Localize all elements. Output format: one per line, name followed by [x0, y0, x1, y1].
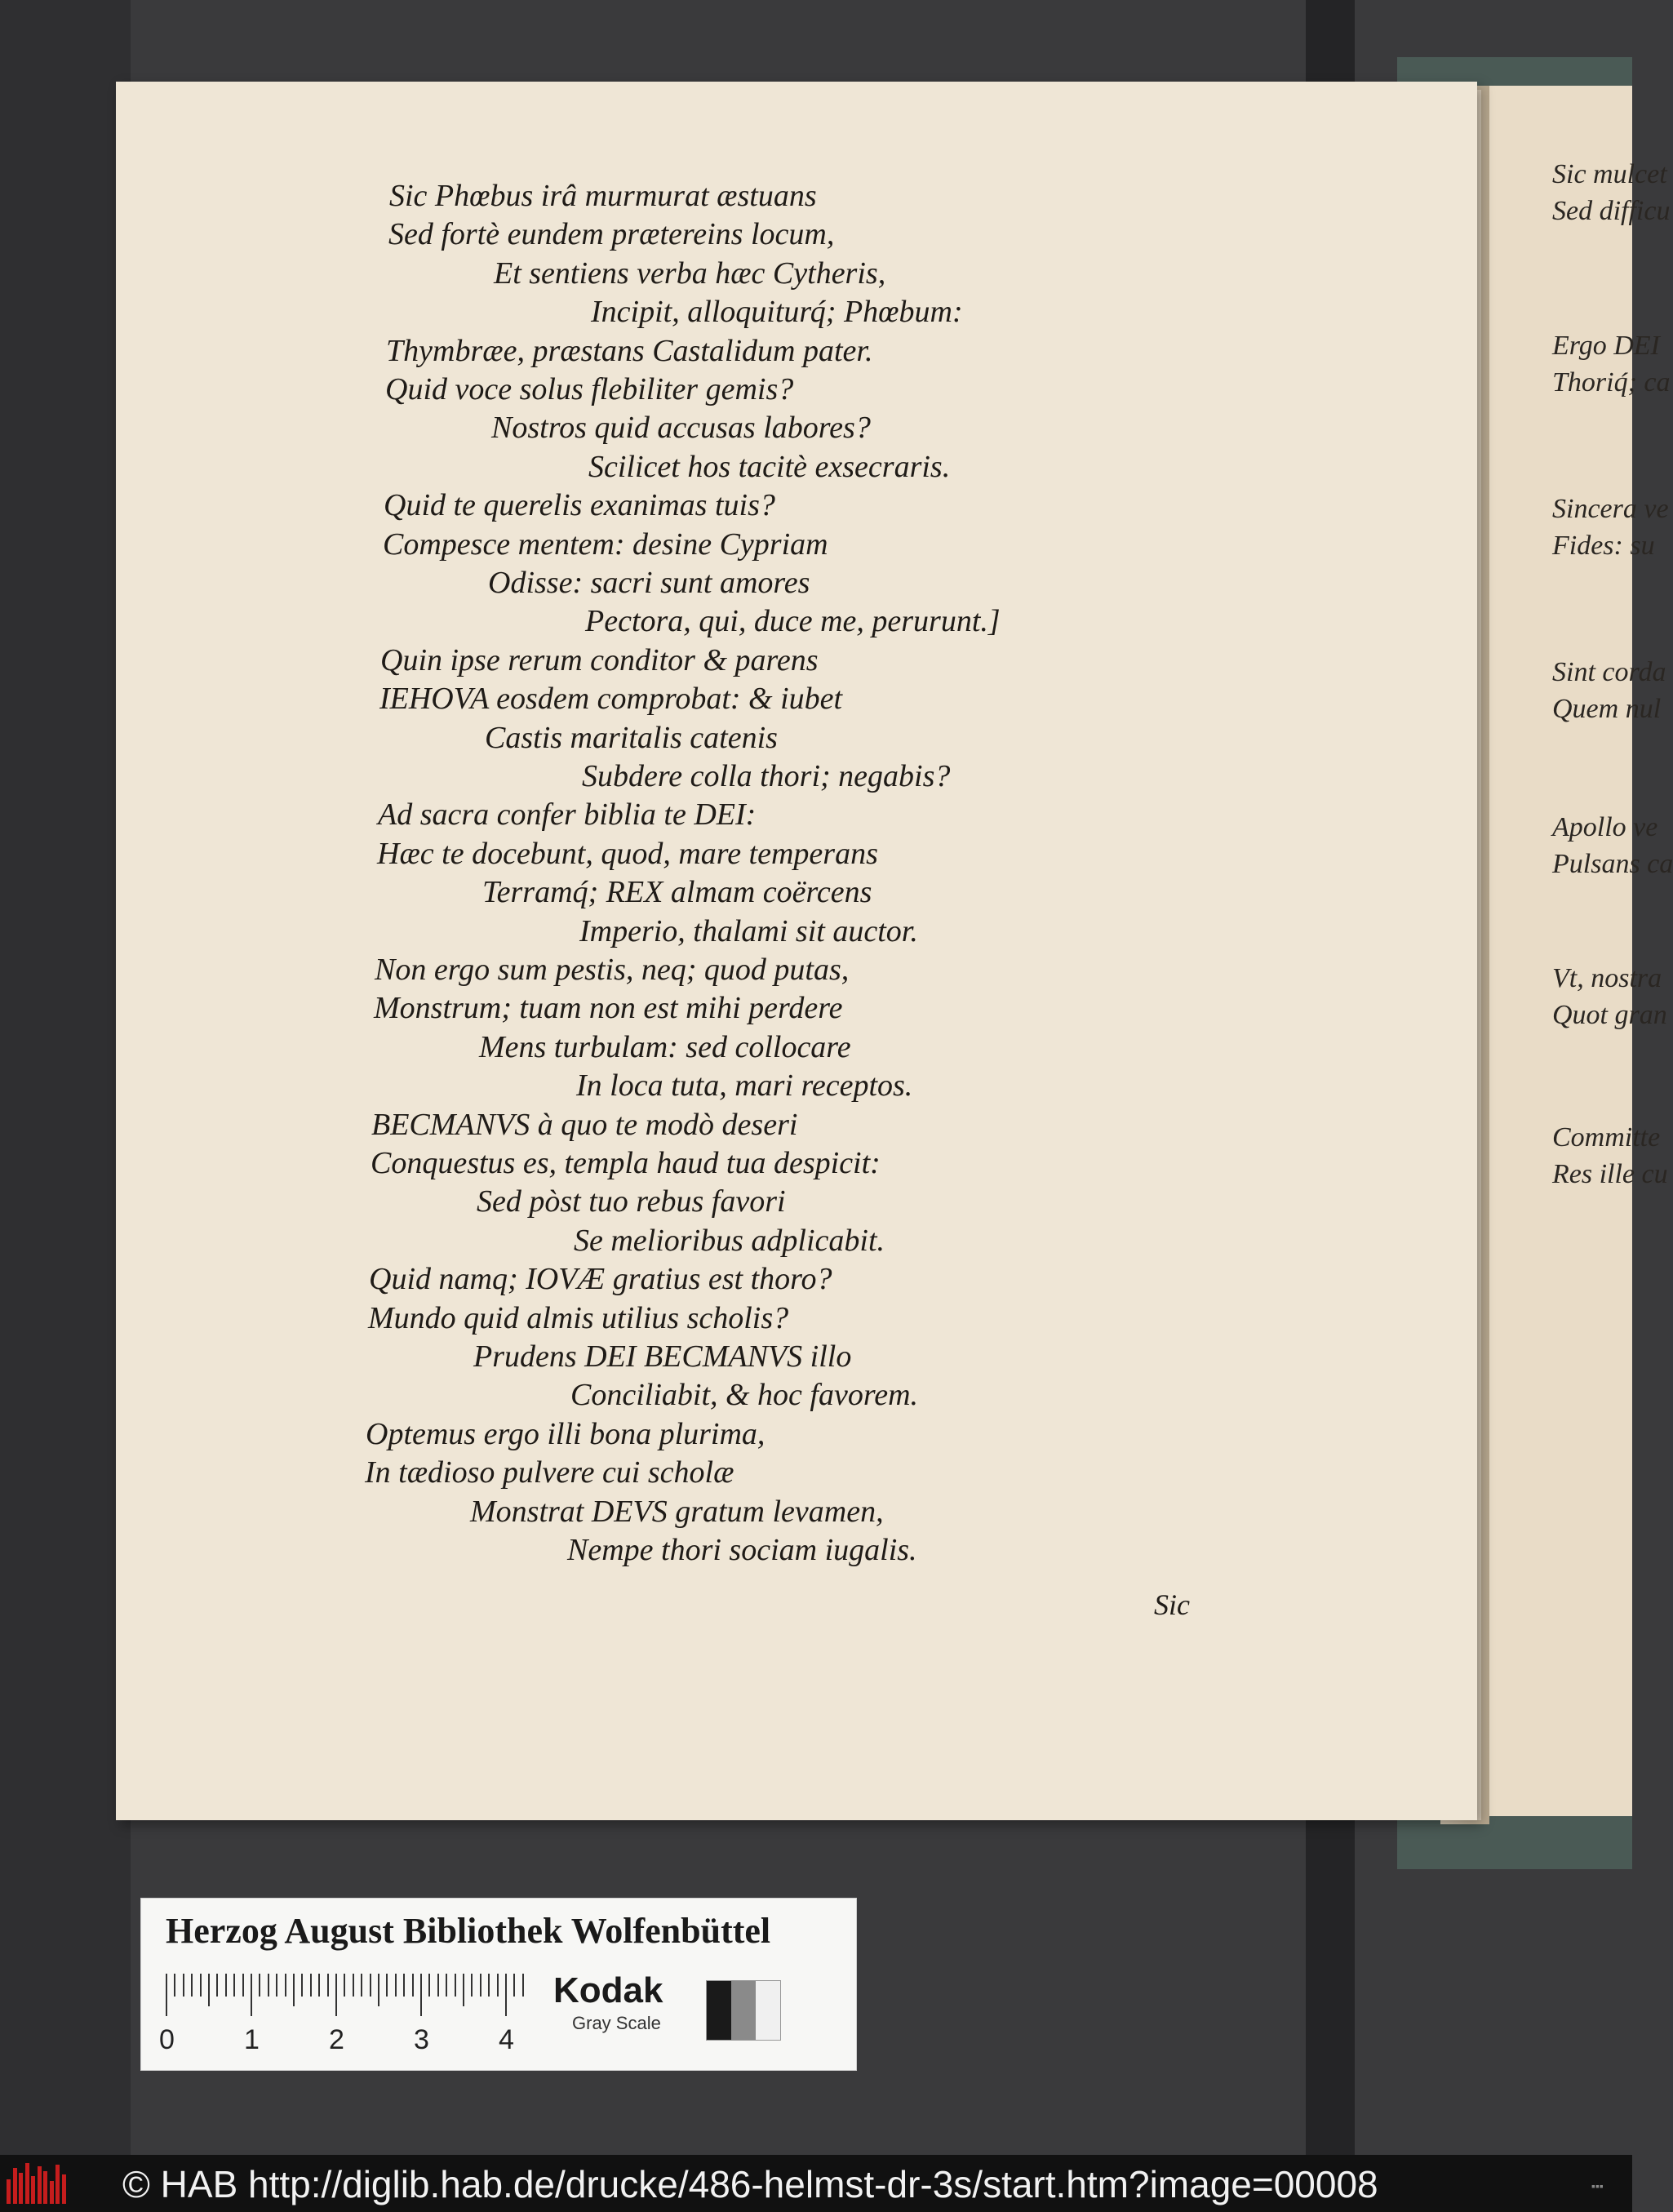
gray-patch: [756, 1981, 780, 2040]
gray-patch: [731, 1981, 756, 2040]
ruler-tick: [403, 1974, 405, 1997]
ruler-tick: [166, 1974, 167, 2016]
ruler-tick: [353, 1974, 354, 1997]
ruler-tick: [251, 1974, 252, 2016]
facing-page-fragment: Sed difficu: [1552, 196, 1671, 226]
ruler-tick: [200, 1974, 202, 1997]
ruler-tick: [208, 1974, 210, 2006]
ruler-tick: [174, 1974, 175, 1997]
ruler-tick: [225, 1974, 227, 1997]
ruler-tick: [318, 1974, 320, 1997]
ruler-tick: [285, 1974, 286, 1997]
poem-line: Incipit, alloquiturq́; Phœbum:: [591, 295, 963, 330]
logo-bar: [25, 2163, 29, 2204]
poem-line: Sic Phœbus irâ murmurat æstuans: [389, 179, 817, 213]
poem-line: Mens turbulam: sed collocare: [479, 1029, 851, 1064]
facing-page-fragment: Fides: su: [1552, 531, 1655, 561]
poem-line: Castis maritalis catenis: [485, 720, 778, 755]
facing-page-fragment: Sint corda: [1552, 657, 1666, 687]
ruler-tick: [513, 1974, 515, 1997]
ruler-tick: [488, 1974, 490, 1997]
ruler-tick: [242, 1974, 244, 1997]
gray-scale-patches: [706, 1980, 781, 2041]
ruler-tick: [522, 1974, 524, 1997]
poem-line: In loca tuta, mari receptos.: [576, 1068, 913, 1104]
backdrop: [0, 0, 131, 2155]
ruler-number: 3: [414, 2024, 429, 2055]
poem-line: Quin ipse rerum conditor & parens: [380, 642, 819, 677]
poem-line: Et sentiens verba hæc Cytheris,: [494, 255, 886, 291]
facing-page-fragment: Thoriq́; ca: [1552, 367, 1671, 398]
poem-line: Optemus ergo illi bona plurima,: [366, 1416, 765, 1451]
logo-bar: [62, 2174, 66, 2204]
poem-line: Terramq́; REX almam coërcens: [482, 875, 872, 910]
ruler-number: 2: [329, 2024, 344, 2055]
poem-line: Compesce mentem: desine Cypriam: [383, 526, 828, 562]
ruler-tick: [446, 1974, 447, 1997]
poem-line: Se melioribus adplicabit.: [574, 1223, 885, 1258]
logo-bar: [55, 2165, 60, 2204]
ruler-tick: [505, 1974, 507, 2016]
ruler-tick: [420, 1974, 422, 2016]
ruler-number: 0: [159, 2024, 175, 2055]
poem-line: Odisse: sacri sunt amores: [488, 566, 810, 600]
book-page: [116, 82, 1477, 1820]
poem-line: Hæc te docebunt, quod, mare temperans: [377, 836, 878, 871]
ruler-tick: [344, 1974, 345, 1997]
ruler-tick: [216, 1974, 218, 1997]
facing-page-fragment: Res ille cu: [1552, 1159, 1668, 1189]
logo-bar: [31, 2176, 35, 2204]
logo-bar: [19, 2173, 23, 2204]
gray-patch: [707, 1981, 731, 2040]
poem-line: Thymbræe, præstans Castalidum pater.: [386, 333, 873, 368]
ruler-number: 1: [244, 2024, 260, 2055]
ruler-tick: [183, 1974, 184, 1997]
poem-line: Quid namq; IOVÆ gratius est thoro?: [369, 1262, 832, 1297]
poem-line: Quid te querelis exanimas tuis?: [384, 488, 775, 523]
kodak-logo: Kodak: [553, 1970, 663, 2010]
logo-bar: [7, 2179, 11, 2204]
ruler-number: 4: [499, 2024, 514, 2055]
facing-page-fragment: Quem nul: [1552, 694, 1662, 724]
facing-page-fragment: Vt, nostra: [1552, 963, 1662, 993]
ruler-tick: [428, 1974, 430, 1997]
poem-line: Non ergo sum pestis, neq; quod putas,: [375, 953, 850, 987]
poem-line: Sed fortè eundem prætereins locum,: [388, 217, 835, 252]
ruler-tick: [259, 1974, 260, 1997]
ruler-tick: [276, 1974, 277, 1997]
ruler-tick: [370, 1974, 371, 1997]
logo-bar: [43, 2171, 47, 2204]
ruler-tick: [395, 1974, 397, 1997]
ruler-tick: [335, 1974, 337, 2016]
catchword: Sic: [1154, 1588, 1190, 1621]
ruler-tick: [378, 1974, 379, 2006]
poem-line: Prudens DEI BECMANVS illo: [473, 1339, 852, 1374]
poem-line: Pectora, qui, duce me, perurunt.]: [585, 604, 1001, 639]
footer-bar: [0, 2155, 1632, 2212]
color-reference-card: [140, 1898, 857, 2071]
facing-page-fragment: Pulsans ca: [1552, 849, 1673, 879]
poem-line: Conquestus es, templa haud tua despicit:: [371, 1146, 881, 1180]
poem-line: IEHOVA eosdem comprobat: & iubet: [379, 682, 843, 717]
poem-line: Ad sacra confer biblia te DEI:: [378, 797, 757, 833]
poem-line: Subdere colla thori; negabis?: [582, 759, 951, 793]
ruler-tick: [361, 1974, 362, 1997]
footer-mark-icon: ▪▪▪: [1591, 2179, 1604, 2192]
ruler-tick: [437, 1974, 439, 1997]
facing-page-fragment: Sincera ve: [1552, 494, 1669, 524]
ruler-tick: [386, 1974, 388, 1997]
poem-line: Sed pòst tuo rebus favori: [477, 1184, 786, 1219]
logo-bar: [38, 2166, 42, 2204]
ruler-tick: [471, 1974, 473, 1997]
poem-line: Nempe thori sociam iugalis.: [567, 1533, 917, 1567]
poem-line: Quid voce solus flebiliter gemis?: [385, 372, 794, 406]
facing-page-fragment: Ergo DEI: [1552, 331, 1660, 361]
poem-line: In tædioso pulvere cui scholæ: [365, 1455, 734, 1490]
ruler-tick: [412, 1974, 414, 1997]
facing-page-fragment: Sic mulcet: [1552, 159, 1667, 189]
ruler-tick: [191, 1974, 193, 1997]
poem-line: Mundo quid almis utilius scholis?: [368, 1300, 789, 1335]
poem-line: Monstrat DEVS gratum levamen,: [470, 1494, 884, 1529]
gray-scale-label: Gray Scale: [572, 2013, 661, 2033]
poem-line: Nostros quid accusas labores?: [491, 411, 871, 446]
hab-logo-icon: [7, 2163, 69, 2204]
facing-page-fragment: Committe: [1552, 1122, 1661, 1153]
ruler-tick: [233, 1974, 235, 1997]
poem-line: Scilicet hos tacitè exsecraris.: [588, 449, 951, 484]
ruler-tick: [268, 1974, 269, 1997]
ruler-tick: [327, 1974, 329, 1997]
ruler-tick: [480, 1974, 481, 1997]
ruler-tick: [301, 1974, 303, 1997]
ruler-tick: [310, 1974, 312, 1997]
poem-line: BECMANVS à quo te modò deseri: [371, 1107, 798, 1142]
poem-line: Imperio, thalami sit auctor.: [579, 913, 918, 948]
ruler-tick: [497, 1974, 499, 1997]
logo-bar: [50, 2181, 54, 2204]
poem-line: Monstrum; tuam non est mihi perdere: [374, 991, 843, 1026]
facing-page-fragment: Apollo ve: [1552, 812, 1658, 842]
poem-line: Conciliabit, & hoc favorem.: [570, 1378, 919, 1413]
ruler-tick: [293, 1974, 295, 2006]
card-title: Herzog August Bibliothek Wolfenbüttel: [166, 1911, 771, 1951]
logo-bar: [13, 2168, 17, 2204]
facing-page-fragment: Quot gran: [1552, 1000, 1667, 1030]
facing-page: [1487, 86, 1673, 1816]
footer-url[interactable]: © HAB http://diglib.hab.de/drucke/486-helmst-dr-3s/start.htm?image=00008: [122, 2163, 1378, 2205]
ruler-tick: [455, 1974, 456, 1997]
ruler-tick: [463, 1974, 464, 2006]
